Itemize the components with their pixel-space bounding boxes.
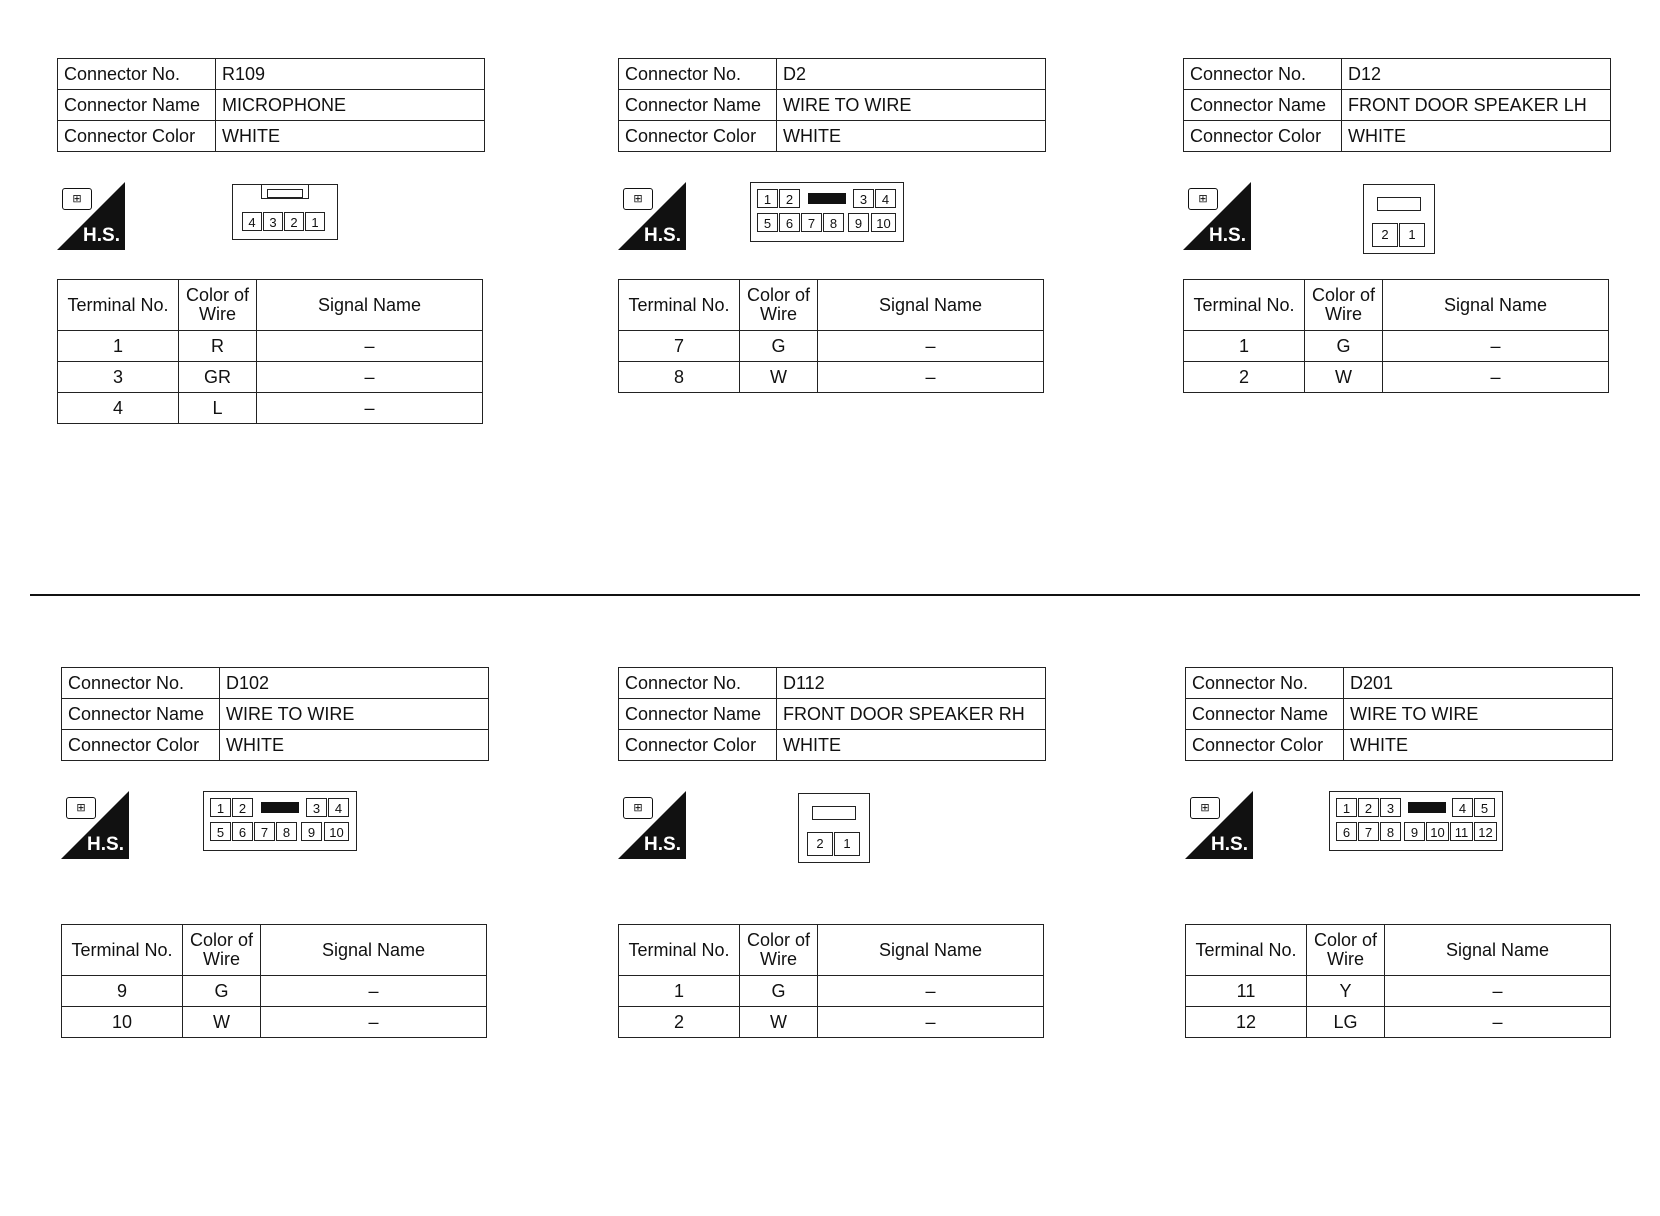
hs-harness-side-icon bbox=[61, 791, 129, 859]
connector-info-table bbox=[618, 58, 1046, 152]
terminal-table bbox=[618, 924, 1044, 1038]
pin-cell: 9 bbox=[1404, 822, 1425, 841]
hs-harness-side-icon bbox=[1183, 182, 1251, 250]
pin-cell: 3 bbox=[1380, 798, 1401, 817]
connector-panel-r109 bbox=[57, 58, 485, 418]
pin-cell: 4 bbox=[875, 189, 896, 208]
hs-harness-side-icon bbox=[57, 182, 125, 250]
pin-cell: 6 bbox=[232, 822, 253, 841]
terminal-no-header: Terminal No. bbox=[619, 925, 740, 976]
connector-name-label: Connector Name bbox=[1184, 90, 1342, 121]
connector-glyph-icon: ⊞ bbox=[62, 188, 92, 210]
color-of-wire-header: Color of Wire bbox=[1307, 925, 1385, 976]
pin-cell: 1 bbox=[757, 189, 778, 208]
terminal-table bbox=[61, 924, 487, 1038]
connector-no-value: D201 bbox=[1344, 668, 1613, 699]
table-row: 2 W – bbox=[619, 1007, 1044, 1038]
signal-name-header: Signal Name bbox=[818, 925, 1044, 976]
pin-cell: 10 bbox=[871, 213, 896, 232]
pin-cell: 9 bbox=[848, 213, 869, 232]
connector-glyph-icon: ⊞ bbox=[623, 797, 653, 819]
connector-no-label: Connector No. bbox=[619, 59, 777, 90]
connector-no-label: Connector No. bbox=[1186, 668, 1344, 699]
hs-harness-side-icon bbox=[1185, 791, 1253, 859]
table-row: 10 W – bbox=[62, 1007, 487, 1038]
connector-panel-d12 bbox=[1183, 58, 1611, 387]
connector-face-diagram bbox=[798, 793, 870, 863]
terminal-no-header: Terminal No. bbox=[62, 925, 183, 976]
pin-cell: 1 bbox=[305, 212, 325, 231]
pin-cell: 3 bbox=[263, 212, 283, 231]
connector-name-label: Connector Name bbox=[1186, 699, 1344, 730]
connector-name-value: WIRE TO WIRE bbox=[220, 699, 489, 730]
hs-label: H.S. bbox=[1209, 225, 1246, 246]
hs-label: H.S. bbox=[83, 225, 120, 246]
connector-panel-d112 bbox=[618, 667, 1046, 1032]
pin-cell: 5 bbox=[210, 822, 231, 841]
connector-glyph-icon: ⊞ bbox=[1190, 797, 1220, 819]
pin-cell: 6 bbox=[1336, 822, 1357, 841]
pin-cell: 2 bbox=[1372, 223, 1398, 247]
connector-color-value: WHITE bbox=[777, 730, 1046, 761]
connector-name-label: Connector Name bbox=[58, 90, 216, 121]
connector-color-value: WHITE bbox=[220, 730, 489, 761]
connector-glyph-icon: ⊞ bbox=[623, 188, 653, 210]
signal-name-header: Signal Name bbox=[1385, 925, 1611, 976]
connector-face-diagram bbox=[1329, 791, 1503, 851]
pin-cell: 8 bbox=[1380, 822, 1401, 841]
connector-glyph-icon: ⊞ bbox=[66, 797, 96, 819]
connector-color-label: Connector Color bbox=[1184, 121, 1342, 152]
connector-name-value: MICROPHONE bbox=[216, 90, 485, 121]
pin-cell: 1 bbox=[210, 798, 231, 817]
section-divider bbox=[30, 594, 1640, 596]
connector-name-value: FRONT DOOR SPEAKER LH bbox=[1342, 90, 1611, 121]
pin-cell: 4 bbox=[1452, 798, 1473, 817]
connector-no-value: D102 bbox=[220, 668, 489, 699]
connector-name-value: WIRE TO WIRE bbox=[1344, 699, 1613, 730]
pin-cell: 3 bbox=[306, 798, 327, 817]
connector-no-value: D12 bbox=[1342, 59, 1611, 90]
table-row: 1 G – bbox=[1184, 331, 1609, 362]
terminal-no-header: Terminal No. bbox=[1186, 925, 1307, 976]
table-row: 1 R – bbox=[58, 331, 483, 362]
pin-cell: 2 bbox=[284, 212, 304, 231]
connector-face-diagram bbox=[232, 184, 338, 240]
connector-face-diagram bbox=[750, 182, 904, 242]
pin-cell: 6 bbox=[779, 213, 800, 232]
terminal-no-header: Terminal No. bbox=[58, 280, 179, 331]
connector-face-diagram bbox=[203, 791, 357, 851]
pin-cell: 12 bbox=[1474, 822, 1497, 841]
pin-cell: 9 bbox=[301, 822, 322, 841]
terminal-no-header: Terminal No. bbox=[619, 280, 740, 331]
connector-panel-d201 bbox=[1185, 667, 1613, 1032]
table-row: 7 G – bbox=[619, 331, 1044, 362]
connector-color-label: Connector Color bbox=[58, 121, 216, 152]
color-of-wire-header: Color of Wire bbox=[1305, 280, 1383, 331]
connector-no-label: Connector No. bbox=[1184, 59, 1342, 90]
hs-harness-side-icon bbox=[618, 791, 686, 859]
connector-color-value: WHITE bbox=[777, 121, 1046, 152]
terminal-table bbox=[618, 279, 1044, 393]
pin-cell: 11 bbox=[1450, 822, 1473, 841]
pin-cell: 2 bbox=[807, 832, 833, 856]
pin-cell: 10 bbox=[1426, 822, 1449, 841]
connector-color-label: Connector Color bbox=[619, 121, 777, 152]
connector-color-value: WHITE bbox=[216, 121, 485, 152]
connector-key-block bbox=[261, 802, 299, 813]
connector-no-label: Connector No. bbox=[619, 668, 777, 699]
pin-cell: 2 bbox=[1358, 798, 1379, 817]
table-row: 3 GR – bbox=[58, 362, 483, 393]
connector-color-label: Connector Color bbox=[1186, 730, 1344, 761]
table-row: 2 W – bbox=[1184, 362, 1609, 393]
hs-label: H.S. bbox=[1211, 834, 1248, 855]
terminal-table bbox=[57, 279, 483, 424]
terminal-table bbox=[1183, 279, 1609, 393]
pin-cell: 1 bbox=[834, 832, 860, 856]
connector-info-table bbox=[61, 667, 489, 761]
pin-cell: 4 bbox=[328, 798, 349, 817]
connector-no-value: D112 bbox=[777, 668, 1046, 699]
connector-name-value: FRONT DOOR SPEAKER RH bbox=[777, 699, 1046, 730]
table-row: 12 LG – bbox=[1186, 1007, 1611, 1038]
connector-name-label: Connector Name bbox=[619, 699, 777, 730]
connector-panel-d102 bbox=[61, 667, 489, 1032]
hs-label: H.S. bbox=[87, 834, 124, 855]
hs-label: H.S. bbox=[644, 834, 681, 855]
hs-harness-side-icon bbox=[618, 182, 686, 250]
connector-name-label: Connector Name bbox=[619, 90, 777, 121]
connector-color-label: Connector Color bbox=[62, 730, 220, 761]
hs-label: H.S. bbox=[644, 225, 681, 246]
connector-no-value: R109 bbox=[216, 59, 485, 90]
connector-info-table bbox=[618, 667, 1046, 761]
terminal-table bbox=[1185, 924, 1611, 1038]
pin-cell: 4 bbox=[242, 212, 262, 231]
connector-glyph-icon: ⊞ bbox=[1188, 188, 1218, 210]
signal-name-header: Signal Name bbox=[1383, 280, 1609, 331]
connector-no-label: Connector No. bbox=[62, 668, 220, 699]
pin-cell: 5 bbox=[757, 213, 778, 232]
pin-cell: 5 bbox=[1474, 798, 1495, 817]
pin-cell: 2 bbox=[232, 798, 253, 817]
table-row: 9 G – bbox=[62, 976, 487, 1007]
table-row: 11 Y – bbox=[1186, 976, 1611, 1007]
signal-name-header: Signal Name bbox=[818, 280, 1044, 331]
pin-cell: 7 bbox=[1358, 822, 1379, 841]
color-of-wire-header: Color of Wire bbox=[740, 925, 818, 976]
signal-name-header: Signal Name bbox=[257, 280, 483, 331]
connector-no-value: D2 bbox=[777, 59, 1046, 90]
table-row: 4 L – bbox=[58, 393, 483, 424]
color-of-wire-header: Color of Wire bbox=[179, 280, 257, 331]
connector-color-value: WHITE bbox=[1344, 730, 1613, 761]
connector-no-label: Connector No. bbox=[58, 59, 216, 90]
connector-info-table bbox=[1185, 667, 1613, 761]
pin-cell: 1 bbox=[1336, 798, 1357, 817]
signal-name-header: Signal Name bbox=[261, 925, 487, 976]
connector-info-table bbox=[1183, 58, 1611, 152]
connector-color-label: Connector Color bbox=[619, 730, 777, 761]
connector-lock-tab bbox=[267, 189, 303, 198]
connector-color-value: WHITE bbox=[1342, 121, 1611, 152]
table-row: 1 G – bbox=[619, 976, 1044, 1007]
pin-cell: 8 bbox=[276, 822, 297, 841]
connector-face-diagram bbox=[1363, 184, 1435, 254]
connector-key-block bbox=[808, 193, 846, 204]
connector-lock-tab bbox=[1377, 197, 1421, 211]
pin-cell: 3 bbox=[853, 189, 874, 208]
pin-cell: 2 bbox=[779, 189, 800, 208]
pin-cell: 8 bbox=[823, 213, 844, 232]
connector-key-block bbox=[1408, 802, 1446, 813]
pin-cell: 1 bbox=[1399, 223, 1425, 247]
pin-cell: 7 bbox=[254, 822, 275, 841]
connector-lock-tab bbox=[812, 806, 856, 820]
pin-cell: 7 bbox=[801, 213, 822, 232]
connector-name-label: Connector Name bbox=[62, 699, 220, 730]
color-of-wire-header: Color of Wire bbox=[740, 280, 818, 331]
connector-panel-d2 bbox=[618, 58, 1046, 387]
connector-name-value: WIRE TO WIRE bbox=[777, 90, 1046, 121]
connector-info-table bbox=[57, 58, 485, 152]
table-row: 8 W – bbox=[619, 362, 1044, 393]
pin-cell: 10 bbox=[324, 822, 349, 841]
terminal-no-header: Terminal No. bbox=[1184, 280, 1305, 331]
color-of-wire-header: Color of Wire bbox=[183, 925, 261, 976]
